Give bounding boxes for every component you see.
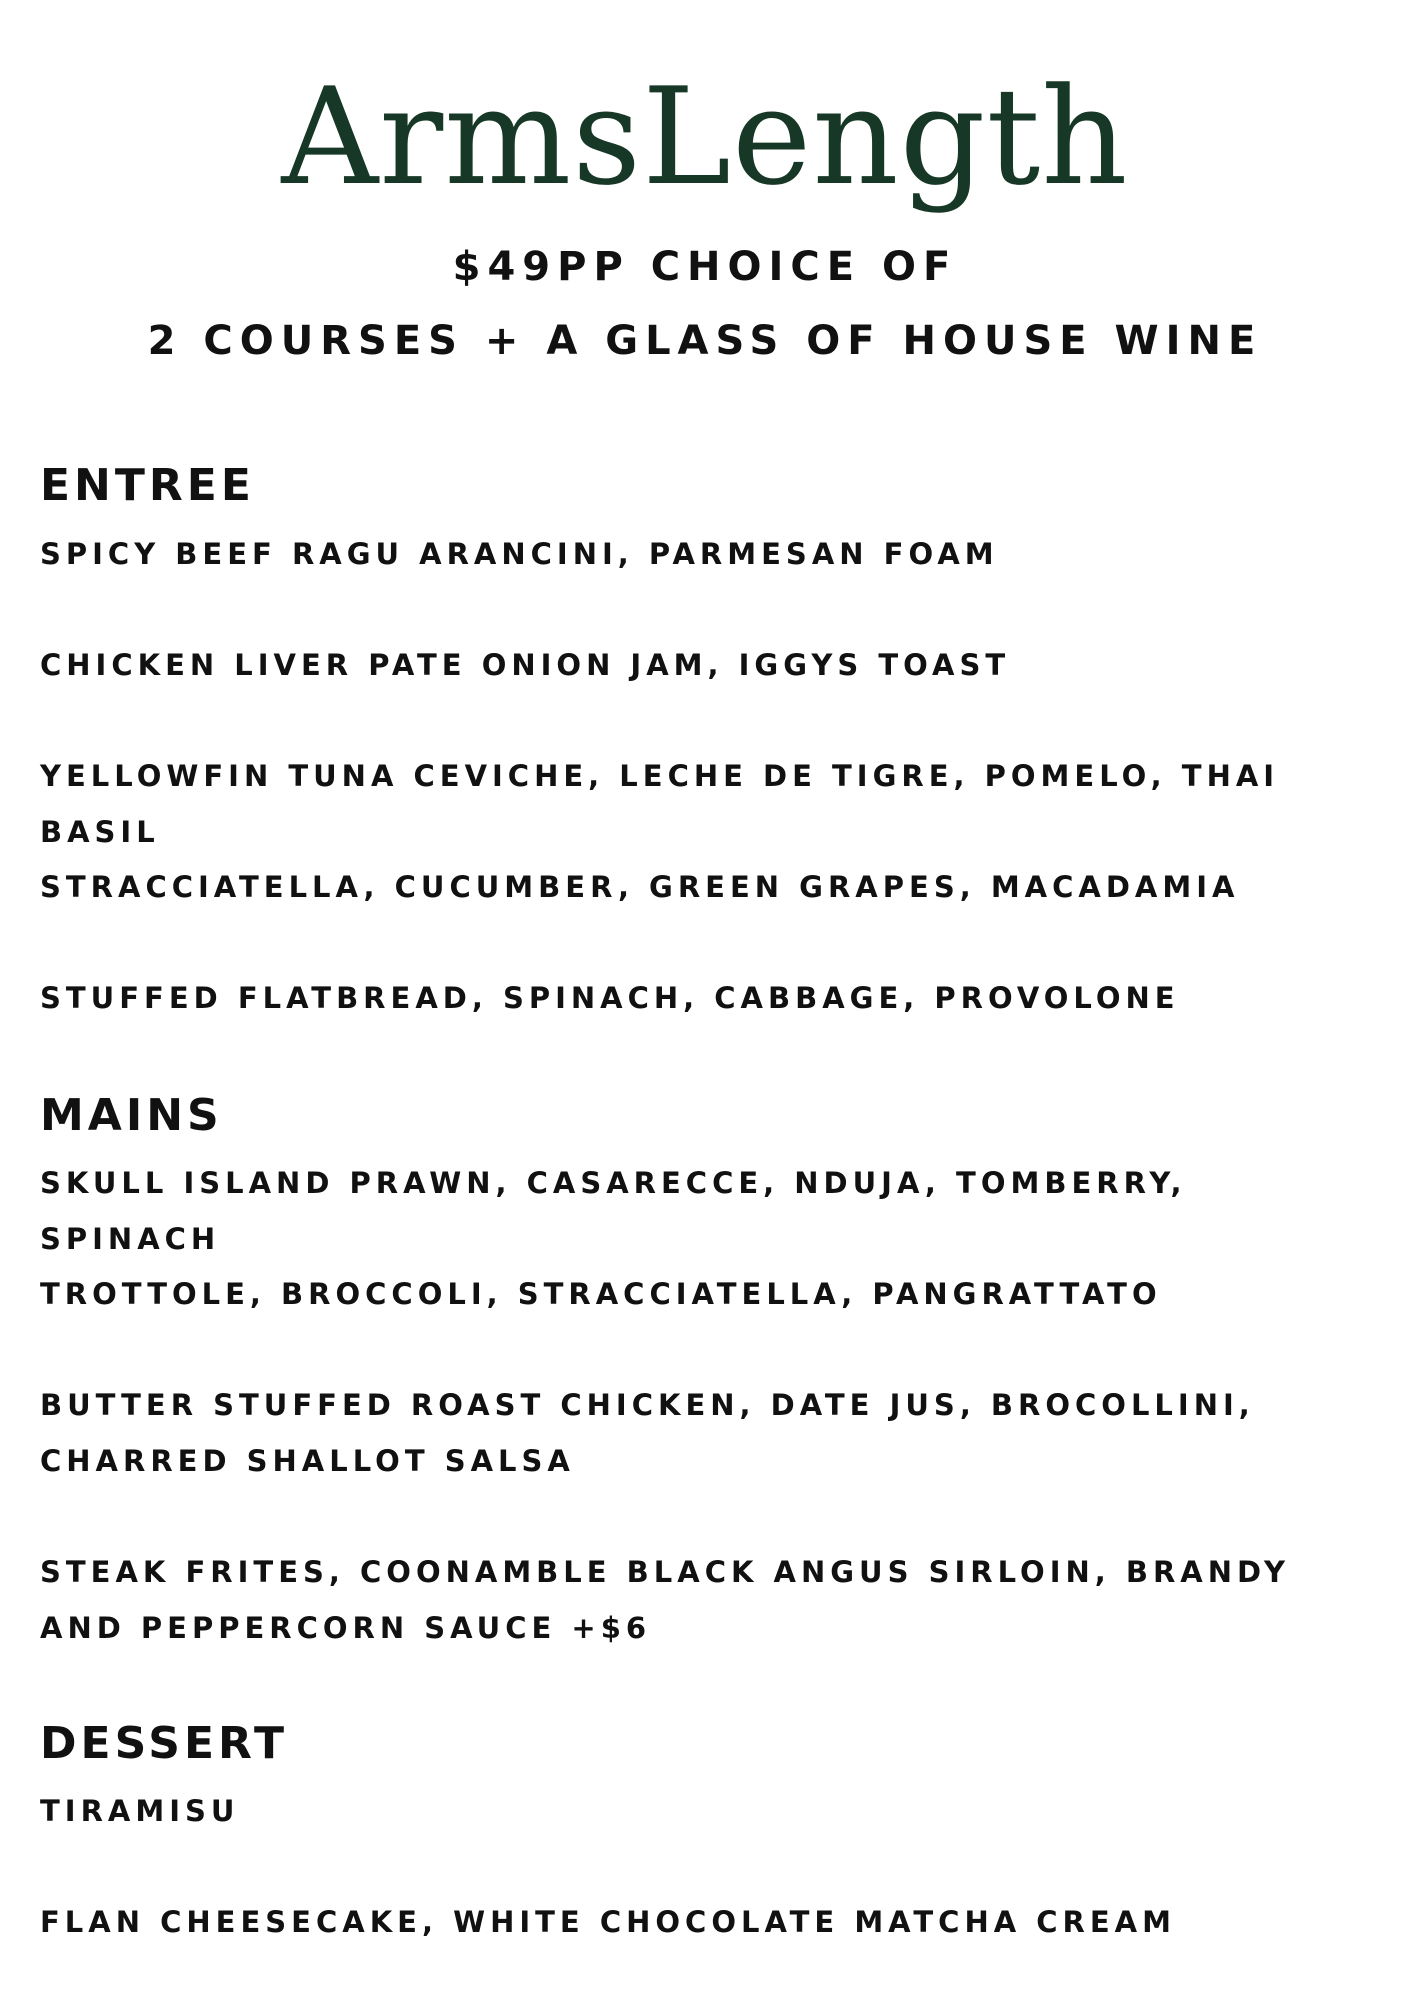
section-heading-mains: MAINS bbox=[40, 1090, 223, 1141]
menu-item: SKULL ISLAND PRAWN, CASARECCE, NDUJA, TOMBERRY, SPINACH bbox=[40, 1166, 1187, 1256]
section-heading-entree: ENTREE bbox=[40, 460, 255, 511]
menu-item: CHICKEN LIVER PATE ONION JAM, IGGYS TOAST bbox=[40, 648, 1011, 682]
menu-item: STUFFED FLATBREAD, SPINACH, CABBAGE, PROVOLONE bbox=[40, 981, 1180, 1015]
menu-item: TROTTOLE, BROCCOLI, STRACCIATELLA, PANGRATTATO bbox=[40, 1277, 1162, 1311]
menu-item: BUTTER STUFFED ROAST CHICKEN, DATE JUS, BROCOLLINI, CHARRED SHALLOT SALSA bbox=[40, 1388, 1255, 1478]
offer-price-line: $49PP CHOICE OF bbox=[452, 244, 958, 290]
menu-item: FLAN CHEESECAKE, WHITE CHOCOLATE MATCHA CREAM bbox=[40, 1905, 1176, 1939]
menu-item: TIRAMISU bbox=[40, 1794, 240, 1828]
offer-details-line: 2 COURSES + A GLASS OF HOUSE WINE bbox=[147, 318, 1263, 364]
section-heading-dessert: DESSERT bbox=[40, 1718, 288, 1769]
menu-item: STEAK FRITES, COONAMBLE BLACK ANGUS SIRLOIN, BRANDY AND PEPPERCORN SAUCE +$6 bbox=[40, 1555, 1290, 1645]
menu-item: STRACCIATELLA, CUCUMBER, GREEN GRAPES, MACADAMIA bbox=[40, 870, 1240, 904]
restaurant-logo: ArmsLength bbox=[281, 59, 1129, 215]
menu-item: YELLOWFIN TUNA CEVICHE, LECHE DE TIGRE, POMELO, THAI BASIL bbox=[40, 759, 1280, 849]
menu-item: SPICY BEEF RAGU ARANCINI, PARMESAN FOAM bbox=[40, 537, 999, 571]
